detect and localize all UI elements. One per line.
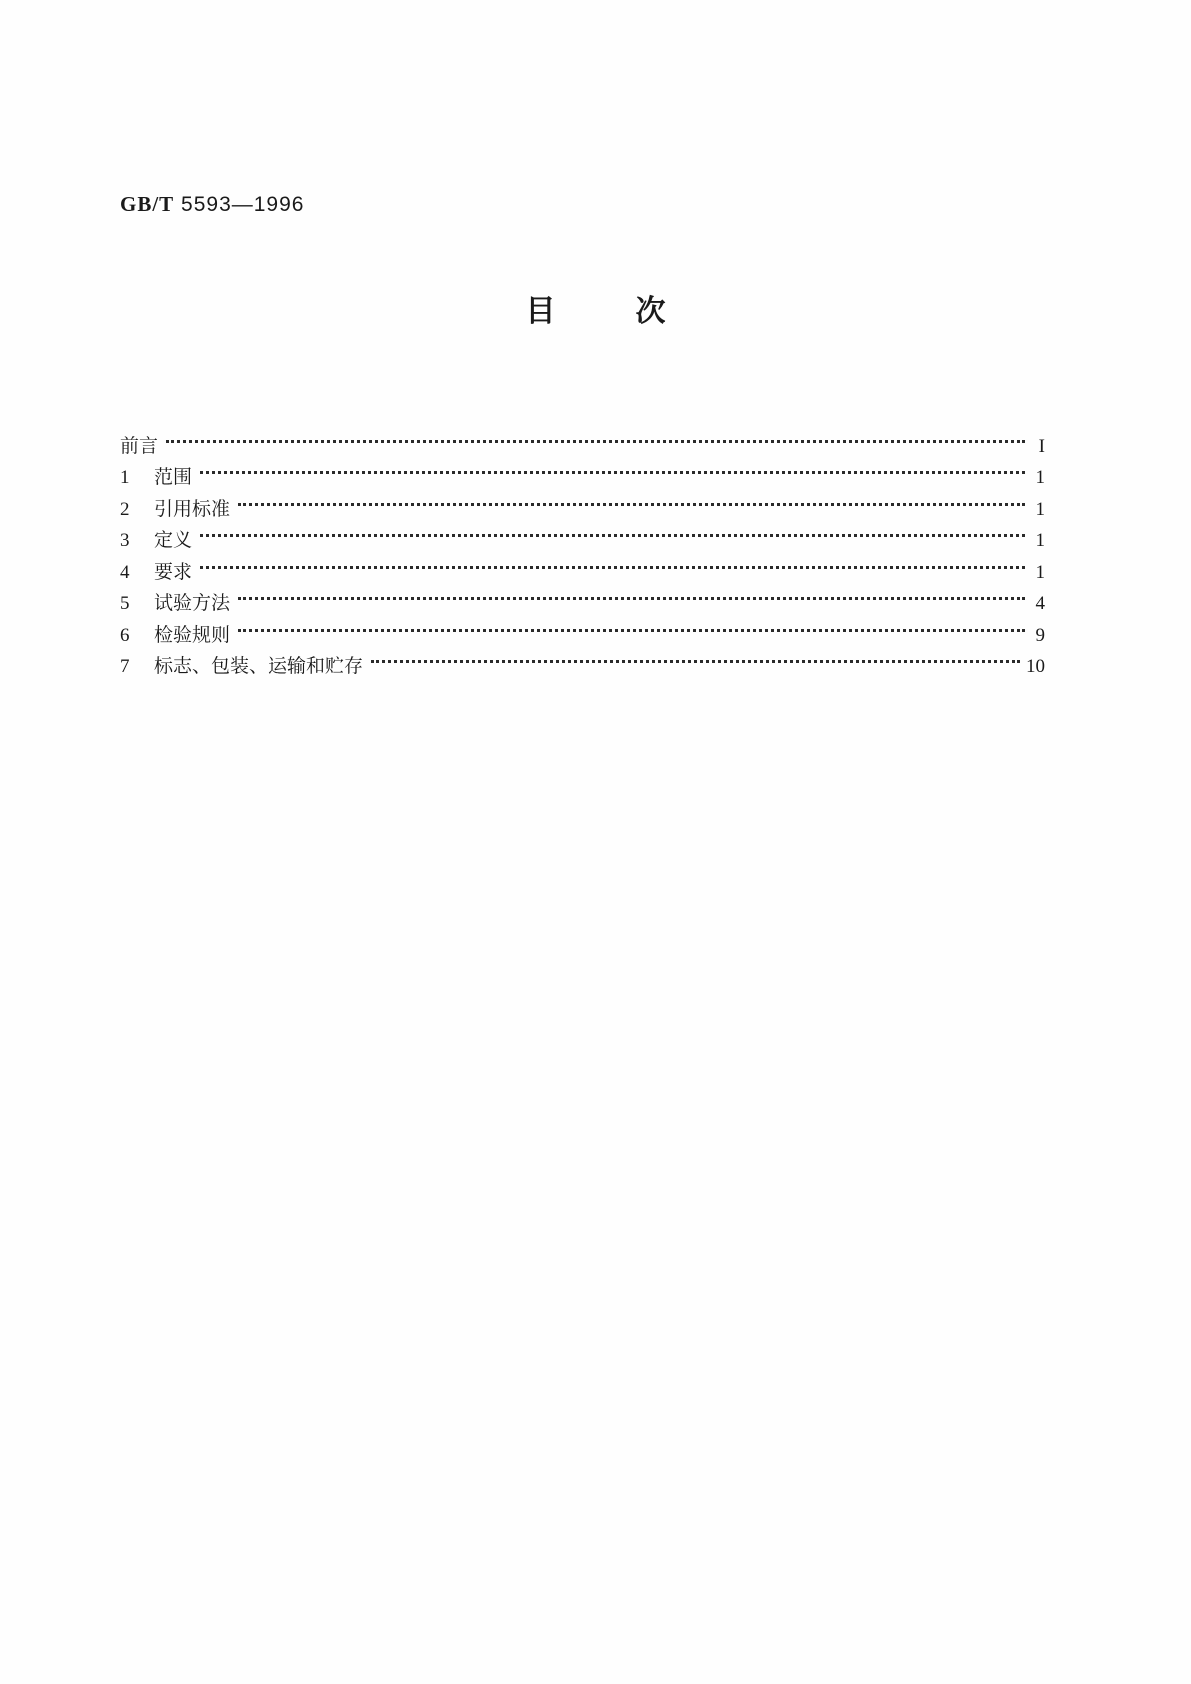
toc-leader-dots <box>200 546 1031 578</box>
toc-entry-page: 10 <box>1026 656 1045 677</box>
standard-number: 5593—1996 <box>181 193 305 216</box>
toc-title: 目次 <box>525 294 746 329</box>
toc-entry-page: 9 <box>1035 624 1045 646</box>
table-of-contents <box>120 420 1045 677</box>
toc-entry-number: 3 <box>120 530 130 551</box>
toc-entry-page: 1 <box>1035 498 1045 520</box>
toc-entry-page: 1 <box>1035 530 1045 551</box>
toc-leader-dots <box>238 483 1031 515</box>
toc-entry-5[interactable] <box>120 578 1045 614</box>
standard-prefix: GB/T <box>120 192 175 216</box>
toc-leader-dots <box>371 641 1026 673</box>
toc-entry-number: 1 <box>120 467 130 488</box>
toc-entry-number: 2 <box>120 498 130 520</box>
toc-entry-label: 要求 <box>154 560 193 583</box>
toc-entry-page: 4 <box>1035 593 1045 614</box>
toc-leader-dots <box>200 452 1031 484</box>
toc-entry-preface[interactable] <box>120 420 1045 457</box>
standard-code <box>120 192 304 217</box>
toc-entry-label: 范围 <box>154 466 193 488</box>
toc-entry-label: 前言 <box>120 434 159 457</box>
toc-entry-6[interactable] <box>120 609 1045 646</box>
toc-leader-dots <box>238 578 1031 610</box>
toc-entry-label: 检验规则 <box>154 623 231 646</box>
toc-entry-number: 6 <box>120 624 130 646</box>
toc-entry-label: 定义 <box>154 529 193 551</box>
toc-entry-page: 1 <box>1035 467 1045 488</box>
toc-entry-label: 引用标准 <box>154 497 231 520</box>
toc-entry-page: 1 <box>1035 561 1045 583</box>
toc-entry-number: 4 <box>120 561 130 583</box>
toc-entry-3[interactable] <box>120 515 1045 551</box>
toc-leader-dots <box>166 420 1031 452</box>
toc-entry-label: 试验方法 <box>154 592 231 614</box>
toc-leader-dots <box>200 515 1031 547</box>
toc-entry-1[interactable] <box>120 452 1045 488</box>
toc-entry-label: 标志、包装、运输和贮存 <box>154 655 364 677</box>
toc-entry-number: 5 <box>120 593 130 614</box>
toc-leader-dots <box>238 609 1031 641</box>
toc-entry-page: I <box>1038 435 1045 457</box>
toc-entry-number: 7 <box>120 656 130 677</box>
toc-entry-7[interactable] <box>120 641 1045 677</box>
toc-entry-2[interactable] <box>120 483 1045 520</box>
toc-entry-4[interactable] <box>120 546 1045 583</box>
